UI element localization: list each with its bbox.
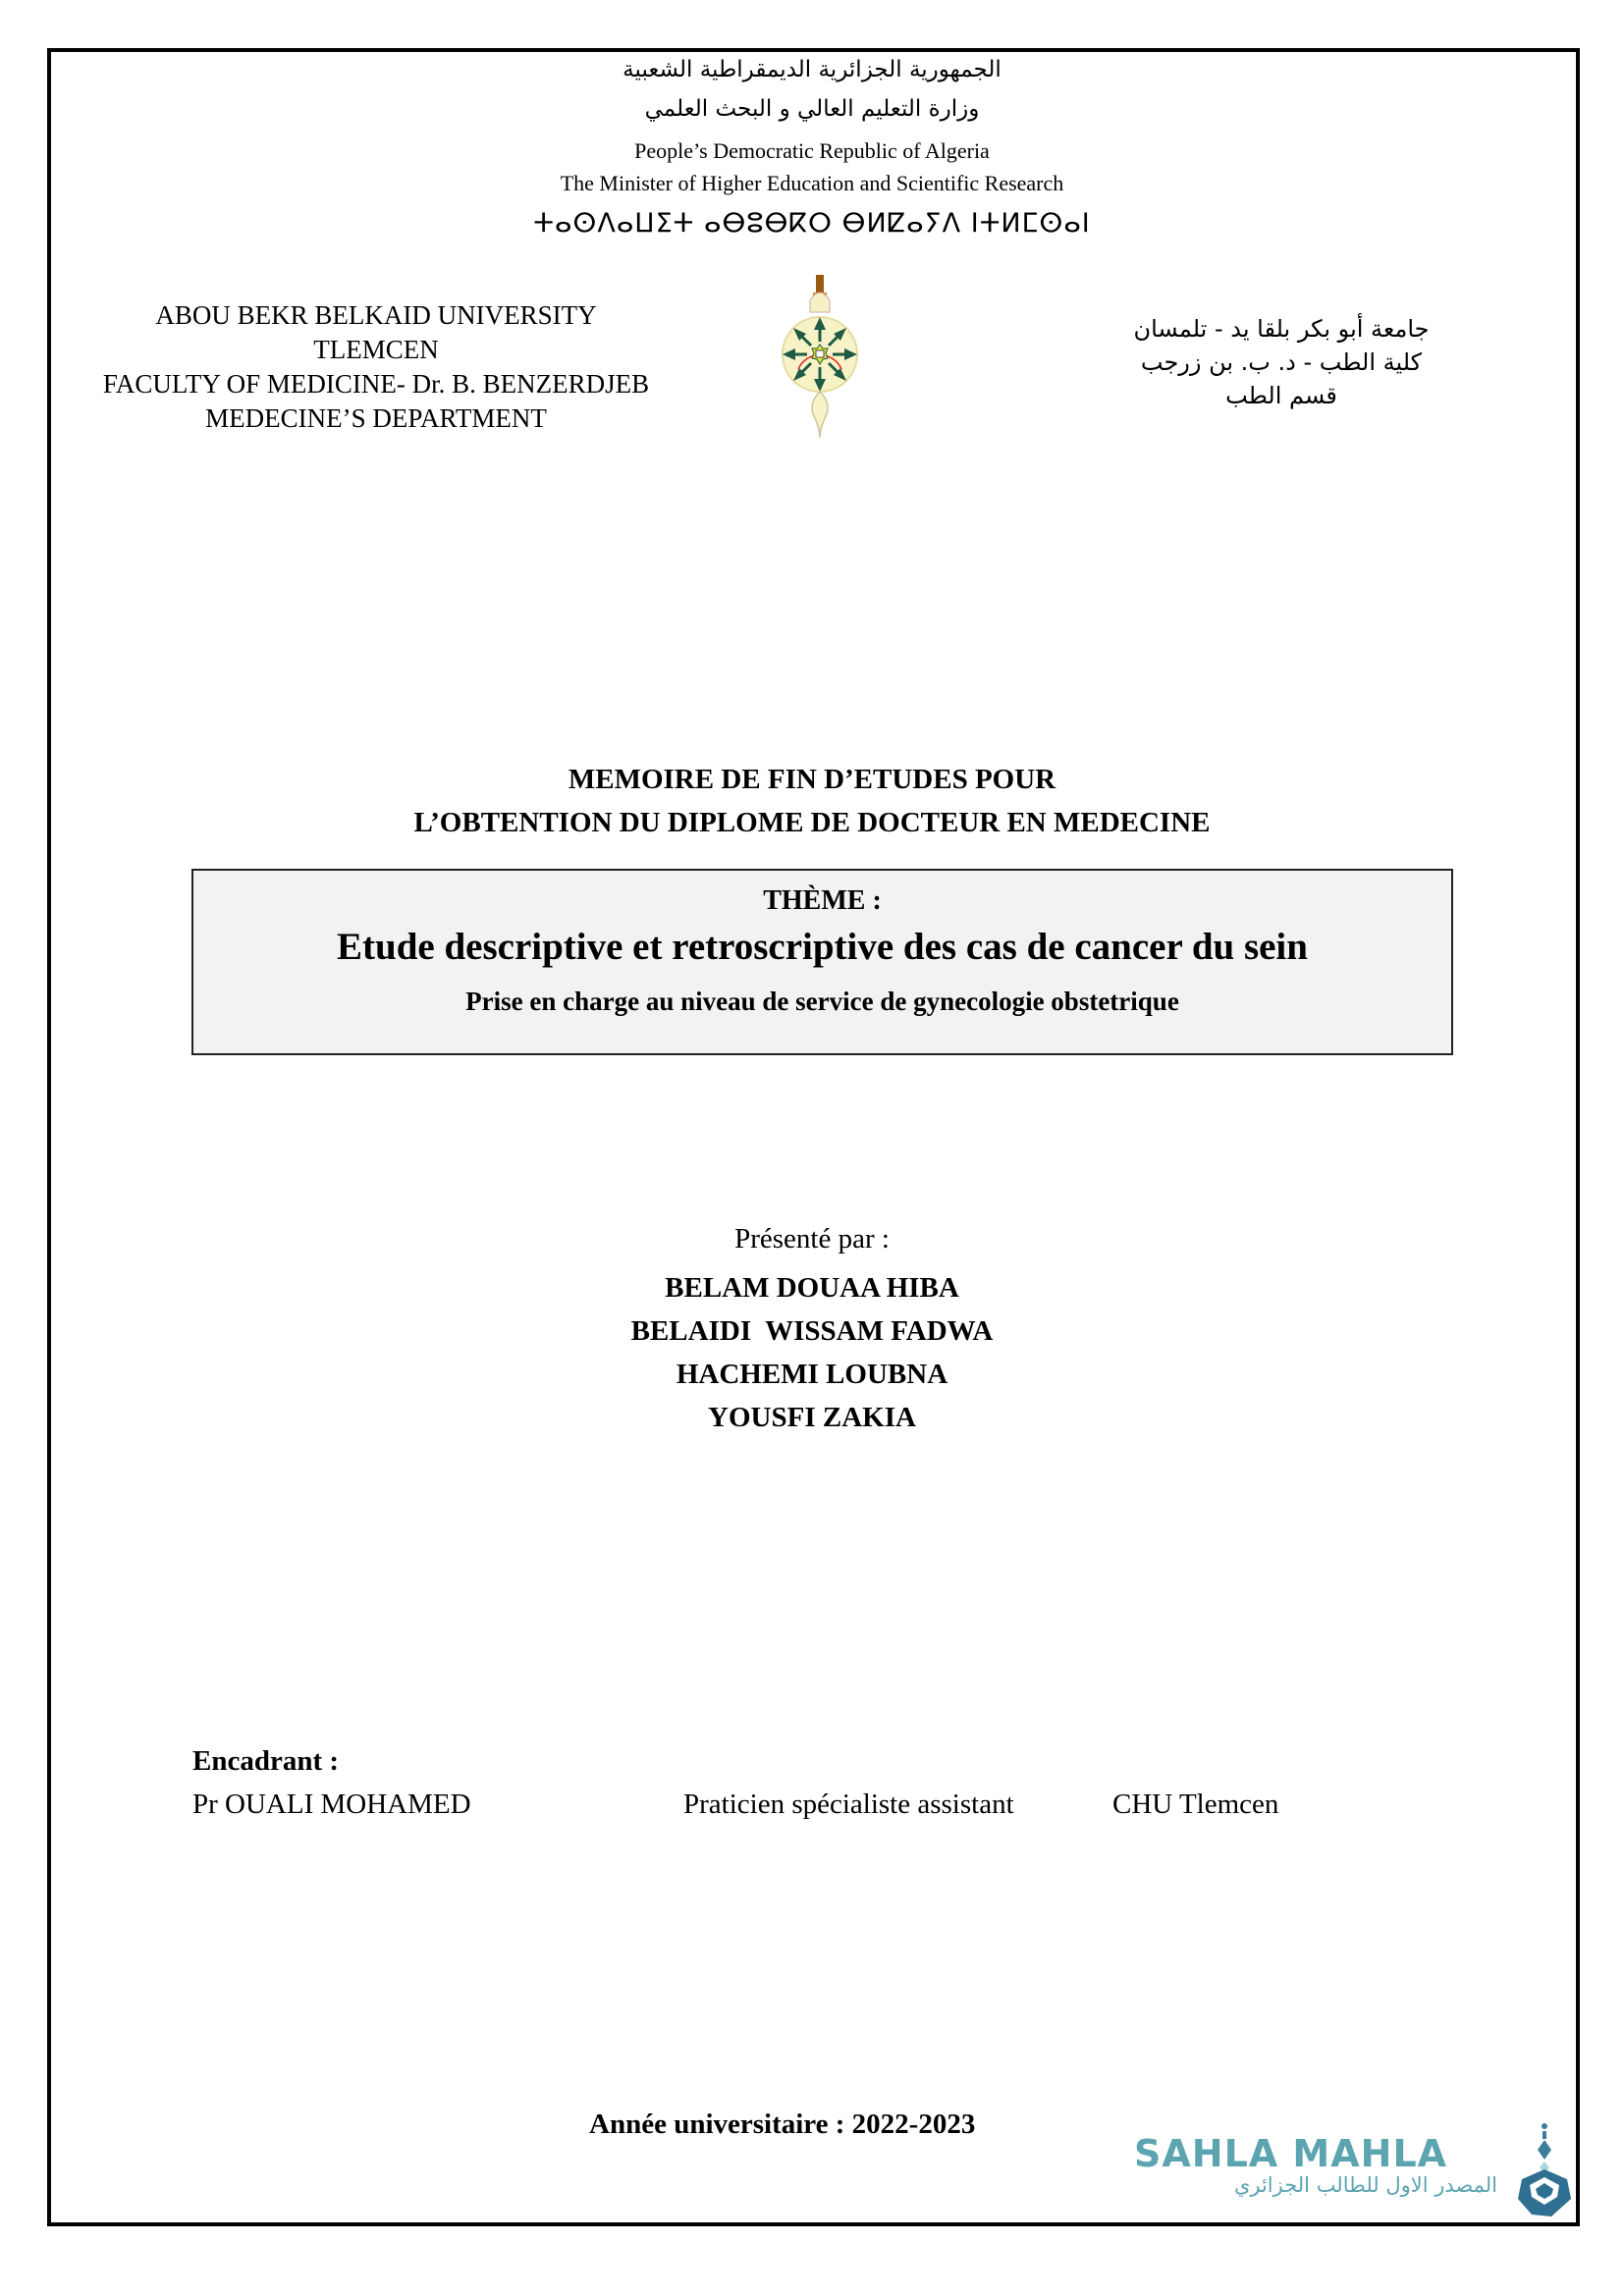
author-name: BELAIDI WISSAM FADWA — [630, 1315, 994, 1347]
sahla-mahla-watermark — [1134, 2132, 1497, 2197]
author-name: YOUSFI ZAKIA — [708, 1402, 916, 1433]
header-arabic-ministry: وزارة التعليم العالي و البحث العلمي — [644, 96, 980, 122]
author-name: HACHEMI LOUBNA — [676, 1359, 948, 1390]
supervisor-name: Pr OUALI MOHAMED — [192, 1789, 471, 1820]
memoire-line-2: L’OBTENTION DU DIPLOME DE DOCTEUR EN MEDECINE — [413, 807, 1211, 838]
university-info-arabic — [1100, 312, 1463, 412]
presented-by-label: Présenté par : — [734, 1223, 890, 1255]
author-name: BELAM DOUAA HIBA — [665, 1272, 959, 1304]
memoire-line-1: MEMOIRE DE FIN D’ETUDES POUR — [568, 764, 1056, 795]
supervisor-label: Encadrant : — [192, 1745, 340, 1777]
faculty-name-ar: كلية الطب - د. ب. بن زرجب — [1140, 348, 1423, 376]
theme-title: Etude descriptive et retroscriptive des cas de cancer du sein — [337, 926, 1308, 968]
memoire-heading — [0, 758, 1624, 844]
header-arabic-republic: الجمهورية الجزائرية الديمقراطية الشعبية — [623, 57, 1001, 82]
university-info-english — [57, 298, 695, 436]
brand-tagline: المصدر الاول للطالب الجزائري — [1233, 2173, 1497, 2197]
university-name-ar: جامعة أبو بكر بلقا يد - تلمسان — [1133, 315, 1430, 343]
academic-year: Année universitaire : 2022-2023 — [589, 2109, 976, 2140]
university-city: TLEMCEN — [313, 335, 439, 364]
authors-list — [0, 1266, 1624, 1439]
theme-box — [191, 869, 1453, 1055]
header-english-republic: People’s Democratic Republic of Algeria — [634, 138, 990, 163]
header-tifinagh: ⵜⴰⵙⴷⴰⵡⵉⵜ ⴰⴱⵓⴱⴽⵔ ⴱⵍⵇⴰⵢⴷ ⵏⵜⵍⵎⵙⴰⵏ — [533, 208, 1091, 239]
university-emblem-icon — [781, 271, 859, 440]
department-name: MEDECINE’S DEPARTMENT — [205, 403, 547, 433]
theme-label: THÈME : — [763, 885, 882, 916]
theme-subtitle: Prise en charge au niveau de service de gynecologie obstetrique — [465, 987, 1179, 1016]
supervisor-role: Praticien spécialiste assistant — [683, 1789, 1014, 1820]
supervisor-place: CHU Tlemcen — [1112, 1789, 1279, 1820]
faculty-name: FACULTY OF MEDICINE- Dr. B. BENZERDJEB — [102, 369, 650, 399]
department-name-ar: قسم الطب — [1225, 382, 1337, 409]
university-name: ABOU BEKR BELKAID UNIVERSITY — [155, 300, 597, 330]
header-english-ministry: The Minister of Higher Education and Scientific Research — [560, 171, 1064, 195]
brand-name: SAHLA MAHLA — [1134, 2132, 1448, 2175]
sahla-mahla-logo-icon — [1512, 2120, 1577, 2218]
